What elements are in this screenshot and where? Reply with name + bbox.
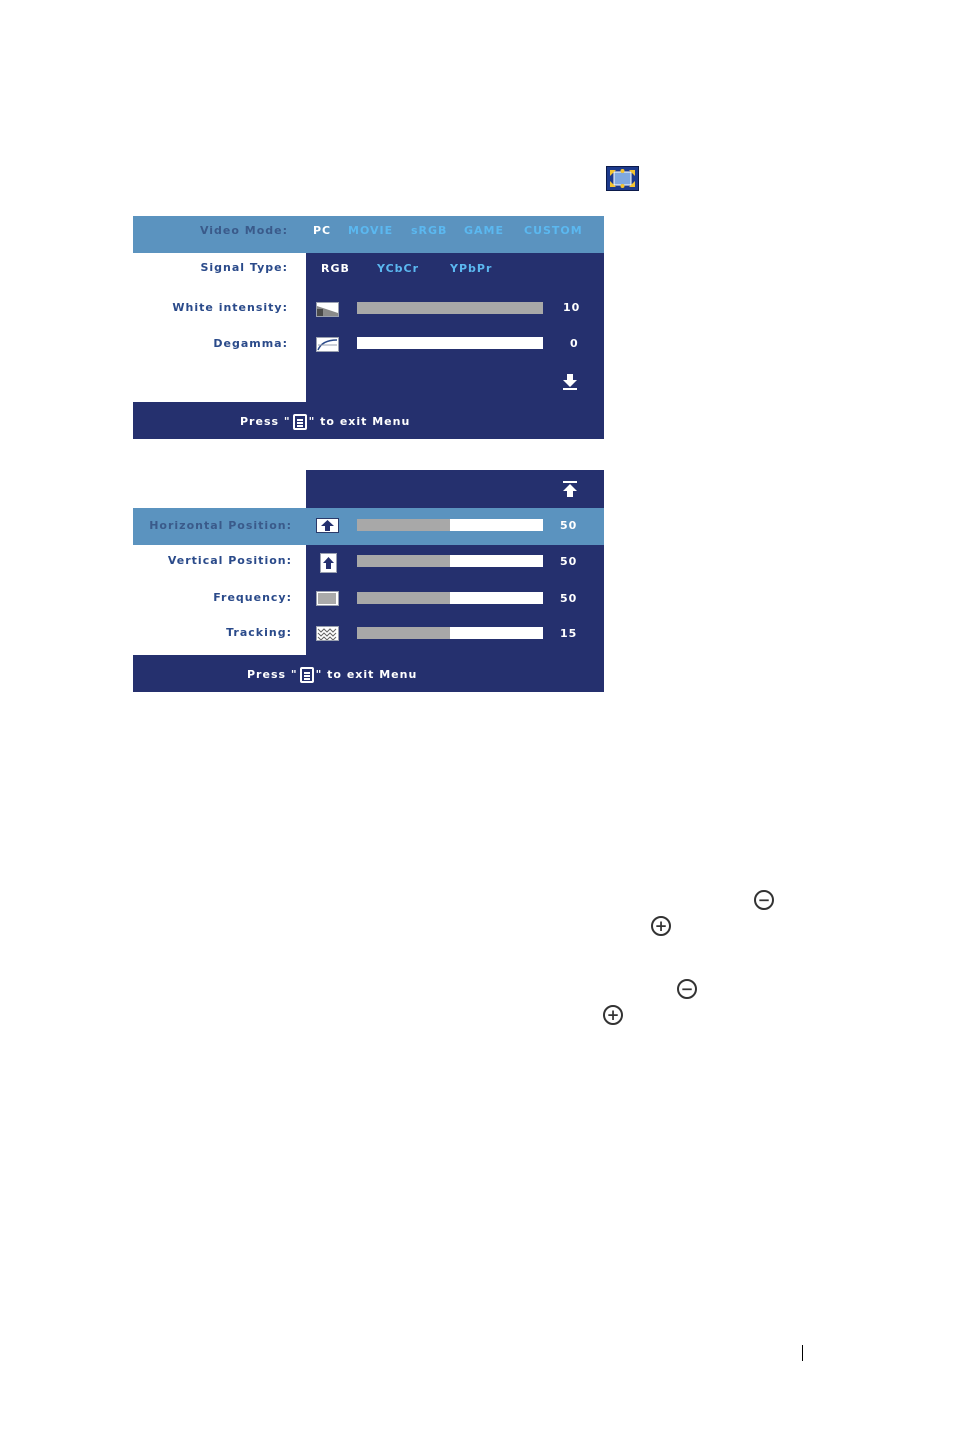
white-intensity-fill [357, 302, 543, 314]
signal-type-label: Signal Type: [200, 261, 288, 274]
footer-exit-text: to exit Menu [327, 668, 418, 681]
footer-hint: Press " " to exit Menu [240, 415, 411, 428]
video-mode-option-pc[interactable]: PC [313, 224, 332, 237]
video-mode-row[interactable] [133, 216, 604, 253]
white-intensity-label: White intensity: [172, 301, 288, 314]
horizontal-position-row[interactable] [133, 508, 604, 545]
degamma-value: 0 [570, 337, 579, 350]
frequency-value: 50 [560, 592, 578, 605]
frequency-fill [357, 592, 450, 604]
footer-hint: Press " " to exit Menu [247, 668, 418, 681]
vertical-position-slider[interactable] [357, 555, 543, 567]
footer-exit-text: to exit Menu [320, 415, 411, 428]
footer-press-text: Press [247, 668, 287, 681]
value-column [306, 253, 604, 402]
frequency-icon [316, 591, 339, 606]
menu-button-icon [293, 414, 307, 430]
osd-panel-display-settings [133, 216, 604, 439]
horizontal-position-slider[interactable] [357, 519, 543, 531]
degamma-slider[interactable] [357, 337, 543, 349]
horizontal-position-fill [357, 519, 450, 531]
value-column-top [306, 470, 604, 508]
vertical-position-icon [320, 553, 337, 573]
signal-type-option-ypbpr[interactable]: YPbPr [450, 262, 493, 275]
tracking-value: 15 [560, 627, 578, 640]
vertical-position-label: Vertical Position: [167, 554, 292, 567]
signal-type-option-rgb[interactable]: RGB [321, 262, 350, 275]
degamma-icon [316, 337, 339, 352]
vertical-position-value: 50 [560, 555, 578, 568]
horizontal-position-value: 50 [560, 519, 578, 532]
label-column [133, 253, 306, 402]
tracking-label: Tracking: [226, 626, 292, 639]
video-mode-option-game[interactable]: GAME [464, 224, 505, 237]
video-mode-option-custom[interactable]: CUSTOM [524, 224, 583, 237]
page-up-icon[interactable] [562, 481, 578, 498]
video-mode-option-movie[interactable]: MOVIE [348, 224, 394, 237]
horizontal-position-icon [316, 518, 339, 533]
tracking-slider[interactable] [357, 627, 543, 639]
osd-footer [133, 402, 604, 439]
tracking-fill [357, 627, 450, 639]
plus-button-icon: + [651, 916, 671, 936]
white-intensity-value: 10 [563, 301, 581, 314]
page-down-icon[interactable] [562, 374, 578, 391]
video-mode-label: Video Mode: [199, 224, 288, 237]
osd-panel-position-settings [133, 470, 604, 693]
horizontal-position-label: Horizontal Position: [149, 519, 292, 532]
osd-footer [133, 655, 604, 692]
frequency-label: Frequency: [213, 591, 292, 604]
video-mode-option-srgb[interactable]: sRGB [411, 224, 448, 237]
page-footer-rule [802, 1345, 803, 1361]
tracking-icon [316, 626, 339, 641]
menu-button-icon [300, 667, 314, 683]
frequency-slider[interactable] [357, 592, 543, 604]
white-intensity-icon [316, 302, 339, 317]
degamma-label: Degamma: [213, 337, 288, 350]
minus-button-icon: − [754, 890, 774, 910]
vertical-position-fill [357, 555, 450, 567]
footer-press-text: Press [240, 415, 280, 428]
white-intensity-slider[interactable] [357, 302, 543, 314]
plus-button-icon: + [603, 1005, 623, 1025]
minus-button-icon: − [677, 979, 697, 999]
image-adjust-icon [606, 166, 639, 191]
signal-type-option-ycbcr[interactable]: YCbCr [377, 262, 420, 275]
